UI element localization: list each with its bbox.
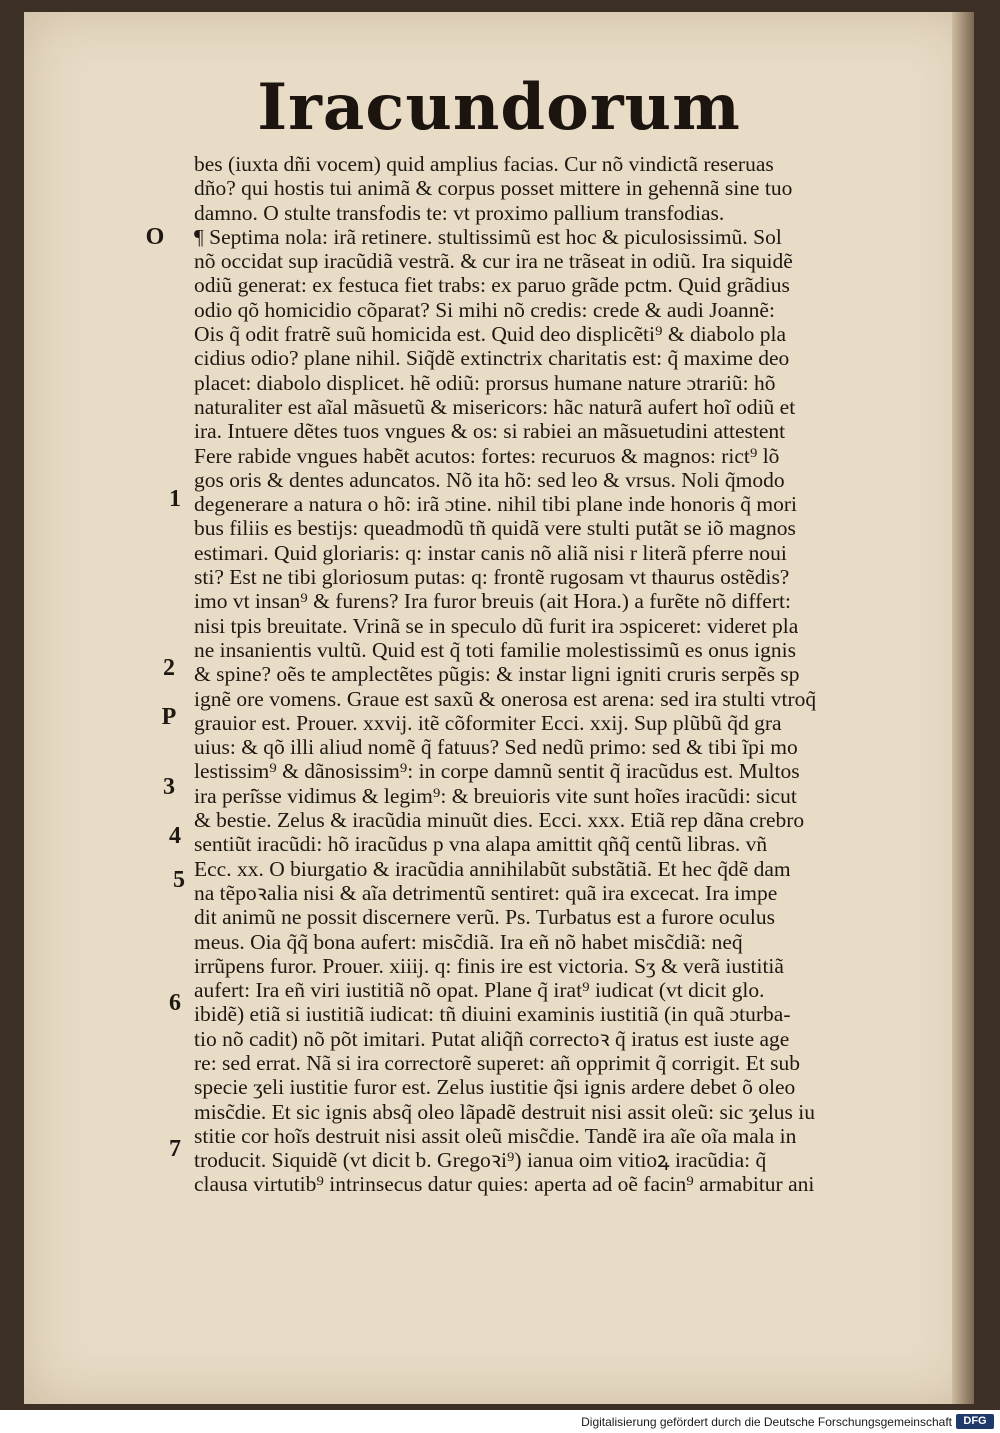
text-line: tio nõ cadit) nõ põt imitari. Putat aliq̃ñ correctoꝛ q̃ iratus est iuste age — [194, 1026, 790, 1051]
text-line: dño? qui hostis tui animã & corpus posset mittere in gehennã sine tuo — [194, 176, 793, 201]
margin-note-7: 7 — [169, 1136, 181, 1162]
text-line: degenerare a natura o hõ: irã ɔtine. nihil tibi plane inde honoris q̃ mori — [194, 492, 797, 517]
text-line: misc̃die. Et sic ignis absq̃ oleo lãpadẽ destruit nisi assit oleũ: sic ʒelus iu — [194, 1099, 816, 1124]
text-line: placet: diabolo displicet. hẽ odiũ: prorsus humane nature ɔtrariũ: hõ — [194, 370, 776, 395]
text-line: & bestie. Zelus & iracũdia minuũt dies. Ecci. xxx. Etiã rep dãna crebro — [194, 808, 805, 833]
text-line: sentiũt iracũdi: hõ iracũdus p vna alapa amittit qñq̃ centũ libras. vñ — [194, 832, 768, 857]
text-line: na tẽpoꝛalia nisi & aĩa detrimentũ sentiret: quã ira excecat. Ira impe — [194, 880, 778, 905]
text-line: troducit. Siquidẽ (vt dicit b. Gregoꝛi⁹) ianua oim vitioꝝ iracũdia: q̃ — [194, 1148, 767, 1173]
margin-note-1: 1 — [169, 486, 181, 512]
margin-note-6: 6 — [169, 990, 181, 1016]
dfg-logo: DFG — [956, 1414, 994, 1429]
text-line: ¶ Septima nola: irã retinere. stultissimũ est hoc & piculosissimũ. Sol — [194, 224, 782, 249]
text-line: gos oris & dentes aduncatos. Nõ ita hõ: sed leo & vrsus. Noli q̃modo — [194, 467, 785, 492]
text-line: clausa virtutib⁹ intrinsecus datur quies: aperta ad oẽ facin⁹ armabitur ani — [194, 1172, 815, 1197]
text-line: stitie cor hoĩs destruit nisi assit oleũ misc̃die. Tandẽ ira aĩe oĩa mala in — [194, 1123, 797, 1148]
text-line: cidius odio? plane nihil. Siq̃dẽ extinctrix charitatis est: q̃ maxime deo — [194, 346, 790, 371]
main-text-block — [194, 152, 929, 1197]
text-line: ignẽ ore vomens. Graue est saxũ & onerosa est arena: sed ira stulti vtroq̃ — [194, 686, 817, 711]
funding-credit: Digitalisierung gefördert durch die Deutsche Forschungsgemeinschaft — [581, 1415, 952, 1429]
margin-note-5: 5 — [173, 867, 185, 893]
page-gutter — [952, 12, 974, 1404]
text-line: irrũpens furor. Prouer. xiiij. q: finis ire est victoria. Sʒ & verã iustitiã — [194, 953, 784, 978]
margin-note-4: 4 — [169, 823, 181, 849]
text-line: dit animũ ne possit discernere verũ. Ps. Turbatus est a furore oculus — [194, 905, 776, 930]
text-line: naturaliter est aĩal mãsuetũ & misericors: hãc naturã aufert hoĩ odiũ et — [194, 394, 796, 419]
text-line: nisi tpis breuitate. Vrinã se in speculo dũ furit ira ɔspiceret: videret pla — [194, 613, 799, 638]
text-line: aufert: Ira eñ viri iustitiã nõ opat. Plane q̃ irat⁹ iudicat (vt dicit glo. — [194, 978, 765, 1003]
text-line: & spine? oẽs te amplectẽtes pũgis: & instar ligni igniti cruris serpẽs sp — [194, 662, 800, 687]
margin-note-O: O — [145, 224, 165, 250]
text-line: sti? Est ne tibi gloriosum putas: q: frontẽ rugosam vt thaurus ostẽdis? — [194, 565, 790, 590]
text-line: specie ʒeli iustitie furor est. Zelus iustitie q̃si ignis ardere debet õ oleo — [194, 1075, 796, 1100]
text-line: uius: & qõ illi aliud nomẽ q̃ fatuus? Sed nedũ primo: sed & tibi ĩpi mo — [194, 735, 798, 760]
text-line: grauior est. Prouer. xxvij. itẽ cõformiter Ecci. xxij. Sup plũbũ q̃d gra — [194, 710, 782, 735]
text-line: Fere rabide vngues habẽt acutos: fortes: recuruos & magnos: rict⁹ lõ — [194, 443, 780, 468]
margin-note-3: 3 — [163, 774, 175, 800]
text-line: nõ occidat sup iracũdiã vestrã. & cur ira ne trãseat in odiũ. Ira siquidẽ — [194, 249, 793, 274]
text-line: ira. Intuere dẽtes tuos vngues & os: si rabiei an mãsuetudini attestent — [194, 419, 786, 444]
text-line: ibidẽ) etiã si iustitiã iudicat: tñ diuini examinis iustitiã (in quã ɔturba- — [194, 1002, 791, 1027]
text-line: estimari. Quid gloriaris: q: instar canis nõ aliã nisi r literã pferre noui — [194, 540, 787, 565]
text-line: bus filiis es bestijs: queadmodũ tñ quidã vere stulti putãt se iõ magnos — [194, 516, 796, 541]
text-line: damno. O stulte transfodis te: vt proximo pallium transfodias. — [194, 200, 725, 225]
text-line: lestissim⁹ & dãnosissim⁹: in corpe damnũ sentit q̃ iracũdus est. Multos — [194, 759, 800, 784]
text-line: odiũ generat: ex festuca fiet trabs: ex paruo grãde pctm. Quid grãdius — [194, 273, 790, 298]
text-line: odio qõ homicidio cõparat? Si mihi nõ credis: crede & audi Joannẽ: — [194, 297, 775, 322]
text-line: imo vt insan⁹ & furens? Ira furor breuis (ait Hora.) a furẽte nõ differt: — [194, 589, 791, 614]
margin-note-2: 2 — [163, 655, 175, 681]
text-line: ira peri͂sse vidimus & legim⁹: & breuioris vite sunt hoĩes iracũdi: sicut — [194, 783, 797, 808]
text-line: bes (iuxta dñi vocem) quid amplius facias. Cur nõ vindictã reseruas — [194, 152, 774, 176]
text-line: Ois q̃ odit fratrẽ suũ homicida est. Quid deo displicẽti⁹ & diabolo pla — [194, 322, 787, 347]
text-line: ne insanientis vultũ. Quid est q̃ toti familie molestissimũ es onus ignis — [194, 637, 796, 662]
margin-note-P: P — [161, 704, 177, 730]
digitization-footer — [0, 1410, 1000, 1433]
text-line: Ecc. xx. O biurgatio & iracũdia annihilabũt substãtiã. Et hec q̃dẽ dam — [194, 856, 791, 881]
book-page — [24, 12, 974, 1404]
running-head: Iracundorum — [257, 70, 741, 145]
text-line: meus. Oia q̃q̃ bona aufert: misc̃diã. Ira eñ nõ habet misc̃diã: neq̃ — [194, 929, 743, 954]
text-line: re: sed errat. Nã si ira correctorẽ superet: añ opprimit q̃ corrigit. Et sub — [194, 1050, 800, 1075]
